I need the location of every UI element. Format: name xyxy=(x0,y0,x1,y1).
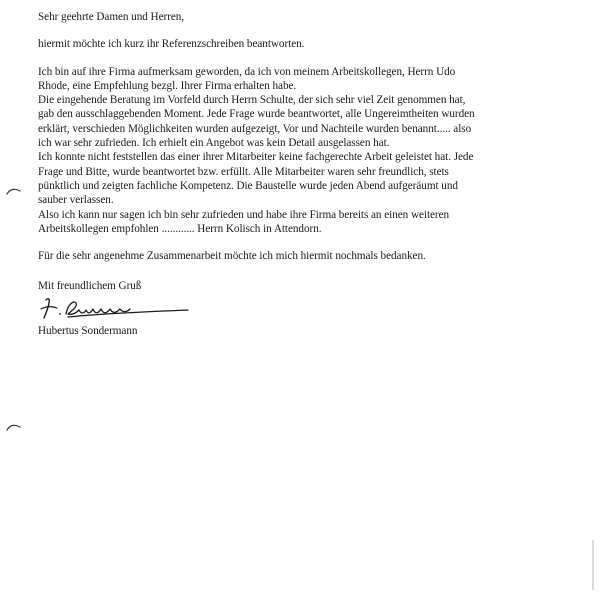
thanks-line: Für die sehr angenehme Zusammenarbeit möchte ich mich hiermit nochmals bedanken. xyxy=(38,250,426,263)
body-line: Ich konnte nicht feststellen das einer ihrer Mitarbeiter keine fachgerechte Arbeit geleistet hat. Jede xyxy=(38,151,474,164)
signature-drawing xyxy=(38,294,258,324)
body-line: erklärt, verschieden Möglichkeiten wurden aufgezeigt, Vor und Nachteile wurden benannt..... also xyxy=(38,122,472,135)
margin-tick-mark xyxy=(6,186,22,196)
body-paragraphs xyxy=(38,65,558,237)
body-line: ich war sehr zufrieden. Ich erhielt ein Angebot was kein Detail ausgelassen hat. xyxy=(38,137,390,150)
body-line: gab den ausschlaggebenden Moment. Jede Frage wurde beantwortet, alle Ungereimtheiten wurden xyxy=(38,108,475,121)
intro-line: hiermit möchte ich kurz ihr Referenzschreiben beantworten. xyxy=(38,38,305,51)
signer-name: Hubertus Sondermann xyxy=(38,324,138,337)
body-line: Arbeitskollegen empfohlen ............ Herrn Kolisch in Attendorn. xyxy=(38,222,322,235)
body-line: Also ich kann nur sagen ich bin sehr zufrieden und habe ihre Firma bereits an einen weiteren xyxy=(38,208,450,221)
handwritten-signature xyxy=(38,294,258,324)
margin-tick-mark xyxy=(6,422,22,432)
body-line: Ich bin auf ihre Firma aufmerksam geworden, da ich von meinem Arbeitskollegen, Herrn Udo xyxy=(38,65,456,78)
body-line: pünktlich und zeigten fachliche Kompetenz. Die Baustelle wurde jeden Abend aufgeräumt und xyxy=(38,179,458,192)
salutation: Sehr geehrte Damen und Herren, xyxy=(38,11,185,23)
body-line: Rhode, eine Empfehlung bezgl. Ihrer Firma erhalten habe. xyxy=(38,79,297,92)
scan-edge-mark xyxy=(590,540,596,590)
letter-body xyxy=(38,10,558,338)
body-line: sauber verlassen. xyxy=(38,194,114,207)
body-line: Frage und Bitte, wurde beantwortet bzw. erfüllt. Alle Mitarbeiter waren sehr freundlich, stets xyxy=(38,165,449,178)
body-line: Die eingehende Beratung im Vorfeld durch Herrn Schulte, der sich sehr viel Zeit genommen hat, xyxy=(38,94,466,107)
closing-line: Mit freundlichem Gruß xyxy=(38,280,142,293)
